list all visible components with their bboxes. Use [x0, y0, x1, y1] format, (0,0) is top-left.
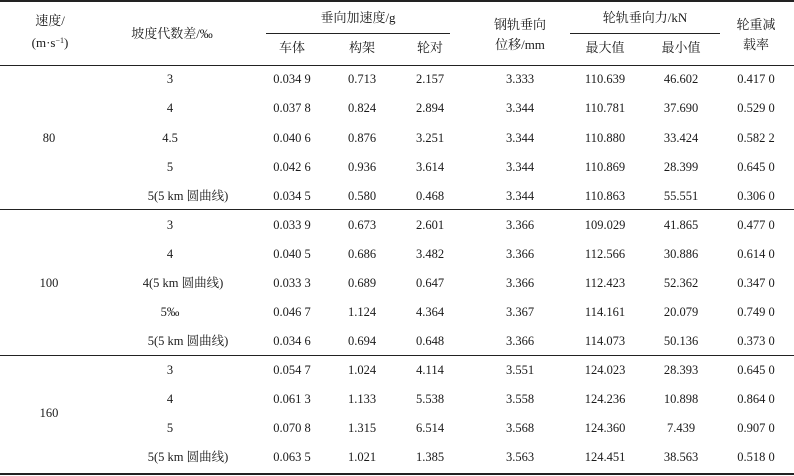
- cell-wheelset: 3.482: [415, 247, 445, 261]
- cell-force-min: 38.563: [663, 450, 699, 464]
- header-slope: 坡度代数差/‰: [131, 26, 213, 41]
- cell-unload-rate: 0.417 0: [737, 72, 775, 86]
- cell-car-body: 0.054 7: [273, 363, 311, 377]
- cell-wheelset: 4.364: [415, 305, 445, 319]
- group-speed: 160: [39, 406, 59, 420]
- cell-unload-rate: 0.645 0: [737, 363, 775, 377]
- cell-force-max: 110.880: [584, 131, 626, 145]
- header-max: 最大值: [585, 40, 625, 55]
- cell-slope: 5(5 km 圆曲线): [147, 450, 229, 464]
- cell-bogie: 0.713: [347, 72, 377, 86]
- cell-force-max: 112.566: [584, 247, 626, 261]
- cell-unload-rate: 0.645 0: [737, 160, 775, 174]
- cell-bogie: 0.689: [347, 276, 377, 290]
- cell-bogie: 0.580: [347, 189, 377, 203]
- cell-rail-disp: 3.366: [505, 334, 535, 348]
- cell-slope: 4: [166, 392, 174, 406]
- cell-rail-disp: 3.558: [505, 392, 535, 406]
- cell-force-max: 110.863: [584, 189, 626, 203]
- cell-force-min: 33.424: [663, 131, 699, 145]
- cell-unload-rate: 0.306 0: [737, 189, 775, 203]
- cell-unload-rate: 0.614 0: [737, 247, 775, 261]
- table-bottom-rule: [0, 473, 794, 475]
- cell-slope: 4.5: [162, 131, 178, 145]
- cell-slope: 5: [166, 421, 174, 435]
- cell-slope: 5(5 km 圆曲线): [147, 189, 229, 203]
- cell-unload-rate: 0.477 0: [737, 218, 775, 232]
- cell-unload-rate: 0.749 0: [737, 305, 775, 319]
- cell-force-max: 110.639: [584, 72, 626, 86]
- cell-bogie: 1.024: [347, 363, 377, 377]
- header-wheelset: 轮对: [416, 40, 444, 55]
- group-speed: 80: [42, 131, 56, 145]
- cell-wheelset: 6.514: [415, 421, 445, 435]
- cell-rail-disp: 3.563: [505, 450, 535, 464]
- cell-unload-rate: 0.529 0: [737, 101, 775, 115]
- cell-rail-disp: 3.568: [505, 421, 535, 435]
- group-divider-rule: [0, 355, 794, 356]
- cell-force-max: 114.161: [584, 305, 626, 319]
- cell-car-body: 0.040 6: [273, 131, 311, 145]
- accel-subheader-rule: [266, 33, 450, 34]
- cell-bogie: 0.876: [347, 131, 377, 145]
- cell-force-max: 110.869: [584, 160, 626, 174]
- cell-slope: 4: [166, 101, 174, 115]
- header-rail-disp-line1: 钢轨垂向: [493, 17, 547, 32]
- cell-car-body: 0.033 3: [273, 276, 311, 290]
- cell-wheelset: 0.648: [415, 334, 445, 348]
- cell-rail-disp: 3.344: [505, 101, 535, 115]
- cell-force-min: 7.439: [666, 421, 696, 435]
- cell-unload-rate: 0.518 0: [737, 450, 775, 464]
- header-bogie: 构架: [348, 40, 376, 55]
- cell-car-body: 0.046 7: [273, 305, 311, 319]
- group-divider-rule: [0, 209, 794, 210]
- cell-wheelset: 0.647: [415, 276, 445, 290]
- cell-unload-rate: 0.373 0: [737, 334, 775, 348]
- cell-force-max: 124.451: [584, 450, 626, 464]
- cell-wheelset: 2.894: [415, 101, 445, 115]
- cell-car-body: 0.061 3: [273, 392, 311, 406]
- cell-slope: 4(5 km 圆曲线): [142, 276, 224, 290]
- cell-force-min: 55.551: [663, 189, 699, 203]
- cell-wheelset: 3.251: [415, 131, 445, 145]
- cell-rail-disp: 3.366: [505, 276, 535, 290]
- cell-car-body: 0.070 8: [273, 421, 311, 435]
- cell-wheelset: 4.114: [416, 363, 444, 377]
- header-unload-line1: 轮重减: [736, 17, 776, 32]
- cell-force-max: 114.073: [584, 334, 626, 348]
- cell-wheelset: 1.385: [415, 450, 445, 464]
- cell-force-min: 41.865: [663, 218, 699, 232]
- cell-force-max: 110.781: [584, 101, 626, 115]
- cell-force-min: 30.886: [663, 247, 699, 261]
- cell-slope: 3: [166, 72, 174, 86]
- cell-rail-disp: 3.367: [505, 305, 535, 319]
- cell-wheelset: 2.601: [415, 218, 445, 232]
- cell-car-body: 0.042 6: [273, 160, 311, 174]
- cell-slope: 5‰: [160, 305, 180, 319]
- cell-car-body: 0.034 6: [273, 334, 311, 348]
- cell-force-min: 28.393: [663, 363, 699, 377]
- cell-slope: 5(5 km 圆曲线): [147, 334, 229, 348]
- cell-rail-disp: 3.344: [505, 189, 535, 203]
- cell-slope: 5: [166, 160, 174, 174]
- cell-slope: 3: [166, 363, 174, 377]
- cell-bogie: 1.124: [347, 305, 377, 319]
- cell-bogie: 1.021: [347, 450, 377, 464]
- cell-rail-disp: 3.551: [505, 363, 535, 377]
- cell-bogie: 1.133: [347, 392, 377, 406]
- cell-rail-disp: 3.366: [505, 247, 535, 261]
- cell-bogie: 0.694: [347, 334, 377, 348]
- cell-rail-disp: 3.333: [505, 72, 535, 86]
- cell-wheelset: 2.157: [415, 72, 445, 86]
- cell-rail-disp: 3.344: [505, 131, 535, 145]
- cell-bogie: 0.673: [347, 218, 377, 232]
- header-speed-line2: $(m\cdot s^{-1})$: [31, 35, 69, 50]
- cell-force-min: 52.362: [663, 276, 699, 290]
- cell-force-max: 124.023: [584, 363, 626, 377]
- header-unload-line2: 载率: [742, 37, 770, 52]
- header-speed-line1: 速度/: [35, 13, 65, 28]
- header-min: 最小值: [661, 40, 701, 55]
- cell-wheelset: 0.468: [415, 189, 445, 203]
- header-rail-disp-line2: 位移/mm: [495, 37, 545, 52]
- cell-slope: 4: [166, 247, 174, 261]
- cell-unload-rate: 0.582 2: [737, 131, 775, 145]
- table-top-rule: [0, 0, 794, 2]
- cell-unload-rate: 0.347 0: [737, 276, 775, 290]
- cell-force-max: 109.029: [584, 218, 626, 232]
- cell-force-max: 124.360: [584, 421, 626, 435]
- cell-bogie: 0.824: [347, 101, 377, 115]
- cell-force-max: 124.236: [584, 392, 626, 406]
- cell-force-min: 20.079: [663, 305, 699, 319]
- header-vertical-acceleration: 垂向加速度/g: [320, 10, 396, 25]
- header-wheel-rail-force: 轮轨垂向力/kN: [602, 10, 688, 25]
- cell-rail-disp: 3.366: [505, 218, 535, 232]
- cell-rail-disp: 3.344: [505, 160, 535, 174]
- cell-unload-rate: 0.907 0: [737, 421, 775, 435]
- force-subheader-rule: [570, 33, 720, 34]
- header-car-body: 车体: [278, 40, 306, 55]
- header-bottom-rule: [0, 65, 794, 66]
- cell-bogie: 0.936: [347, 160, 377, 174]
- cell-slope: 3: [166, 218, 174, 232]
- cell-wheelset: 3.614: [415, 160, 445, 174]
- cell-car-body: 0.040 5: [273, 247, 311, 261]
- cell-car-body: 0.063 5: [273, 450, 311, 464]
- cell-bogie: 1.315: [347, 421, 377, 435]
- cell-force-min: 50.136: [663, 334, 699, 348]
- cell-car-body: 0.033 9: [273, 218, 311, 232]
- group-speed: 100: [39, 276, 59, 290]
- cell-force-min: 10.898: [663, 392, 699, 406]
- cell-car-body: 0.037 8: [273, 101, 311, 115]
- cell-car-body: 0.034 5: [273, 189, 311, 203]
- cell-wheelset: 5.538: [415, 392, 445, 406]
- cell-force-max: 112.423: [584, 276, 626, 290]
- cell-force-min: 46.602: [663, 72, 699, 86]
- cell-force-min: 28.399: [663, 160, 699, 174]
- cell-car-body: 0.034 9: [273, 72, 311, 86]
- cell-bogie: 0.686: [347, 247, 377, 261]
- cell-unload-rate: 0.864 0: [737, 392, 775, 406]
- cell-force-min: 37.690: [663, 101, 699, 115]
